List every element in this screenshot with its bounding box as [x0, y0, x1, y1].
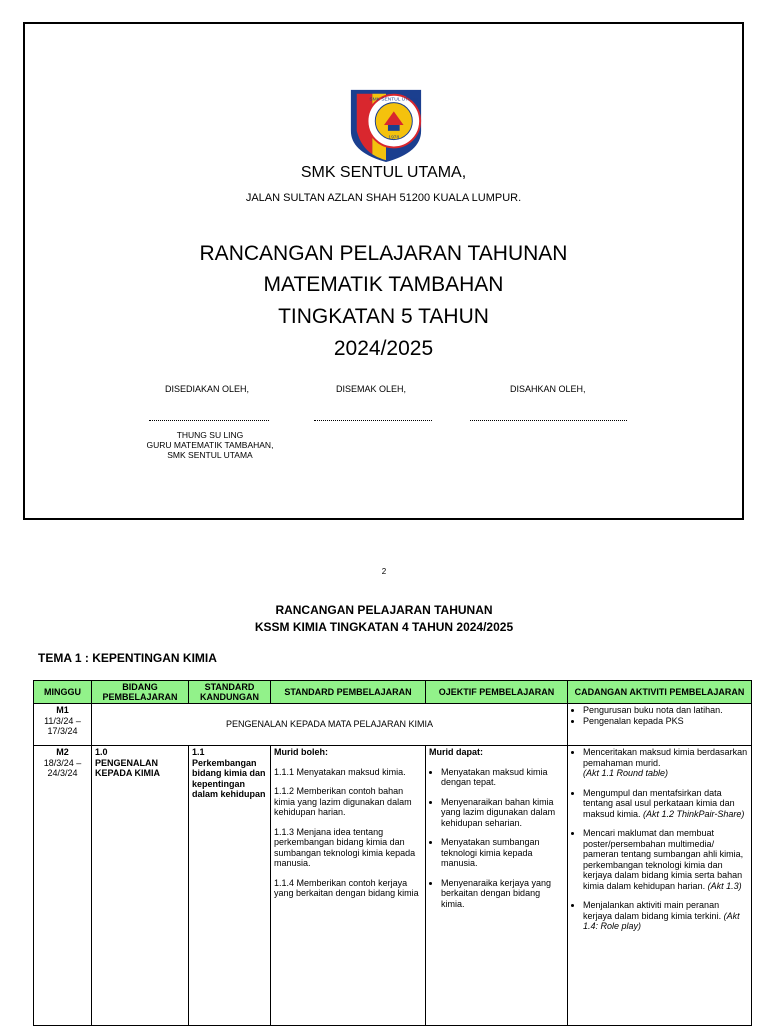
list-item: • Menyatakan sumbangan teknologi kimia kepada manusia. — [441, 837, 564, 869]
list-item: • Pengurusan buku nota dan latihan. — [583, 705, 748, 716]
signature-line-approved — [470, 420, 627, 421]
sk-number: 1.1 — [192, 747, 205, 757]
col-bidang: BIDANG PEMBELAJARAN — [92, 681, 189, 704]
week-label: M1 — [56, 705, 69, 715]
cover-title-line-4: 2024/2025 — [333, 337, 434, 360]
col-standard-kandungan: STANDARD KANDUNGAN — [189, 681, 271, 704]
intro-cell — [92, 704, 568, 746]
table-header-row — [34, 681, 752, 704]
page-number: 2 — [381, 567, 387, 576]
list-item: • Menyenaraika kerjaya yang berkaitan dengan bidang kimia. — [441, 878, 564, 910]
school-address: JALAN SULTAN AZLAN SHAH 51200 KUALA LUMPUR. — [245, 192, 522, 204]
intro-text: PENGENALAN KEPADA MATA PELAJARAN KIMIA — [225, 719, 434, 730]
activities-cell — [568, 704, 752, 746]
col-minggu: MINGGU — [34, 681, 92, 704]
list-item: • Menjalankan aktiviti main peranan kerjaya dalam bidang kimia terkini. (Akt 1.4: Role play) — [583, 900, 748, 932]
list-item: 1.1.1 Menyatakan maksud kimia. — [274, 766, 406, 777]
preparer-school: SMK SENTUL UTAMA — [167, 450, 253, 460]
week-dates: 11/3/24 – 17/3/24 — [44, 715, 81, 736]
list-item: • Menyenaraikan bahan kimia yang lazim digunakan dalam kehidupan seharian. — [441, 797, 564, 829]
list-item: • Pengenalan kepada PKS — [583, 716, 748, 727]
week-cell — [34, 746, 92, 1026]
bidang-number: 1.0 — [95, 747, 108, 757]
preparer-position: GURU MATEMATIK TAMBAHAN, — [146, 440, 274, 450]
approved-by-label: DISAHKAN OLEH, — [510, 384, 586, 394]
standard-kandungan-cell — [189, 746, 271, 1026]
preparer-details — [135, 430, 285, 460]
col-objektif: OJEKTIF PEMBELAJARAN — [426, 681, 568, 704]
list-item: 1.1.3 Menjana idea tentang perkembangan bidang kimia dan sumbangan teknologi kimia kepada manusia. — [274, 826, 416, 868]
week-label: M2 — [56, 747, 69, 757]
tema-heading: TEMA 1 : KEPENTINGAN KIMIA — [38, 651, 217, 665]
col-cadangan-aktiviti: CADANGAN AKTIVITI PEMBELAJARAN — [568, 681, 752, 704]
rpt-title: RANCANGAN PELAJARAN TAHUNAN — [275, 603, 493, 617]
rpt-table — [33, 680, 752, 1026]
table-row — [34, 704, 752, 746]
op-heading: Murid dapat: — [429, 747, 483, 757]
school-name: SMK SENTUL UTAMA, — [300, 164, 467, 181]
cover-page — [23, 22, 744, 520]
checked-by-label: DISEMAK OLEH, — [336, 384, 407, 394]
objektif-cell — [426, 746, 568, 1026]
signature-line-prepared — [149, 420, 269, 421]
sk-text: Perkembangan bidang kimia dan kepentingan dalam kehidupan — [192, 757, 266, 799]
preparer-name: THUNG SU LING — [176, 430, 244, 440]
list-item: • Mencari maklumat dan membuat poster/persembahan multimedia/ pameran tentang sumbangan ahli kimia, perkembangan teknologi kimia dan kerjaya dalam bidang kimia serta bahan kimia dalam kehidupan harian. (Akt 1.3) — [583, 828, 748, 891]
sp-heading: Murid boleh: — [274, 747, 328, 757]
standard-pembelajaran-cell — [271, 746, 426, 1026]
cover-title-line-1: RANCANGAN PELAJARAN TAHUNAN — [199, 242, 568, 265]
week-dates: 18/3/24 – 24/3/24 — [43, 757, 82, 778]
school-logo — [347, 86, 425, 164]
bidang-cell — [92, 746, 189, 1026]
list-item: • Menyatakan maksud kimia dengan tepat. — [441, 767, 564, 788]
prepared-by-label: DISEDIAKAN OLEH, — [165, 384, 250, 394]
col-standard-pembelajaran: STANDARD PEMBELAJARAN — [271, 681, 426, 704]
list-item: 1.1.4 Memberikan contoh kerjaya yang berkaitan dengan bidang kimia — [274, 877, 419, 898]
cover-title-line-2: MATEMATIK TAMBAHAN — [263, 273, 504, 296]
activities-cell — [568, 746, 752, 1026]
svg-text:1978: 1978 — [388, 135, 400, 141]
week-cell — [34, 704, 92, 746]
list-item: 1.1.2 Memberikan contoh bahan kimia yang lazim digunakan dalam kehidupan harian. — [274, 786, 412, 817]
signature-line-checked — [314, 420, 432, 421]
cover-title-line-3: TINGKATAN 5 TAHUN — [278, 305, 489, 328]
bidang-text: PENGENALAN KEPADA KIMIA — [95, 757, 160, 778]
rpt-subtitle: KSSM KIMIA TINGKATAN 4 TAHUN 2024/2025 — [254, 620, 514, 634]
table-row — [34, 746, 752, 1026]
svg-text:SMK SENTUL UTAMA: SMK SENTUL UTAMA — [369, 97, 419, 103]
list-item: • Menceritakan maksud kimia berdasarkan pemahaman murid. (Akt 1.1 Round table) — [583, 747, 748, 779]
list-item: • Mengumpul dan mentafsirkan data tentang asal usul perkataan kimia dan maksud kimia. (Akt 1.2 ThinkPair-Share) — [583, 788, 748, 820]
